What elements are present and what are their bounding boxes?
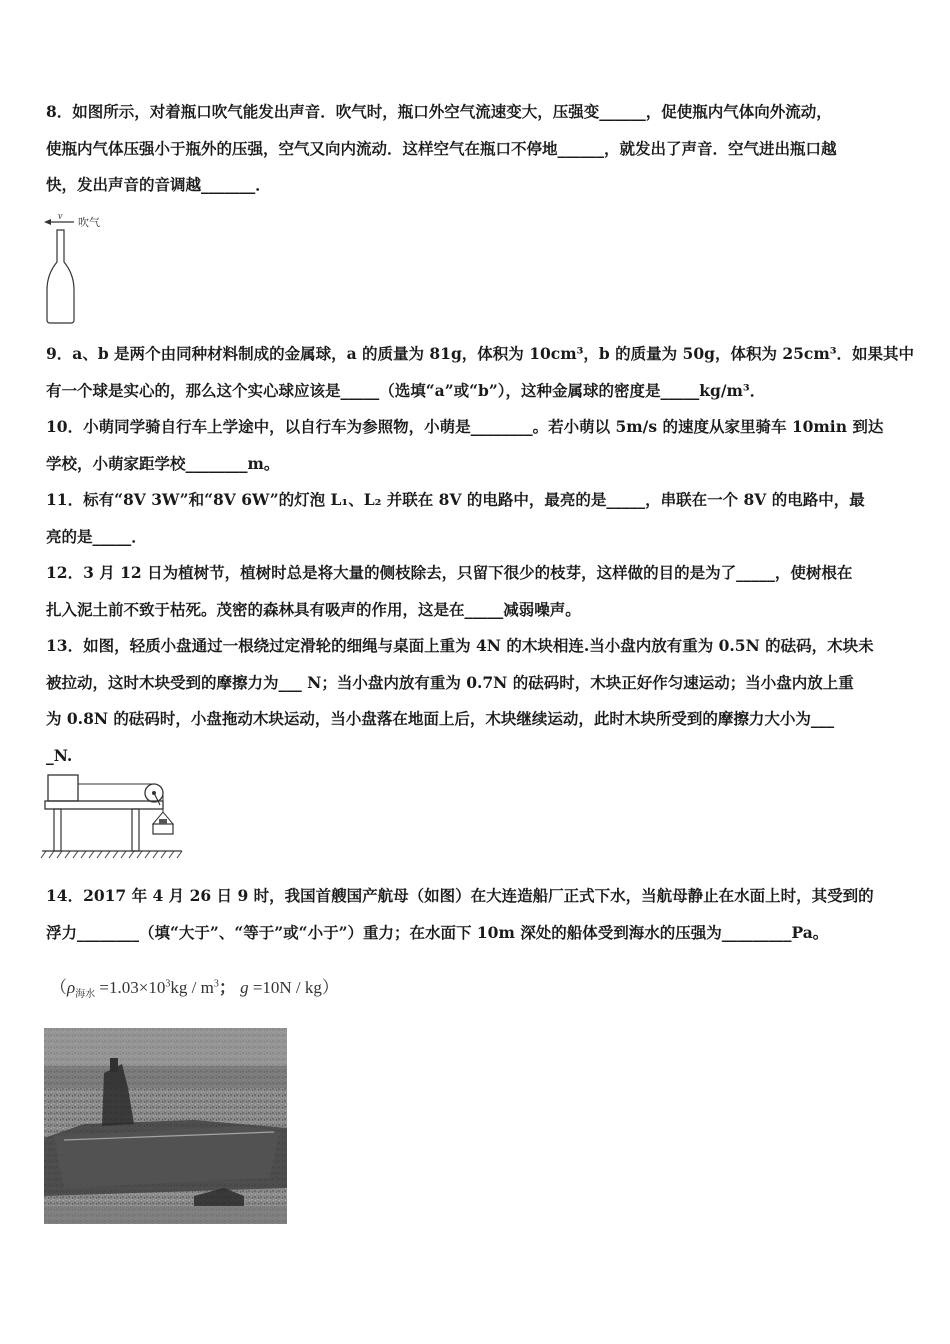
weight-box <box>153 824 173 834</box>
q8-line-3: 快，发出声音的音调越_______． <box>46 175 271 194</box>
q12-line-2: 扎入泥土前不致于枯死。茂密的森林具有吸声的作用，这是在_____减弱噪声。 <box>46 599 581 619</box>
question-8 <box>46 94 916 204</box>
blow-arrow-head <box>44 219 51 225</box>
q8-line-1: 8．如图所示，对着瓶口吹气能发出声音．吹气时，瓶口外空气流速变大，压强变______，促使瓶内气体向外流动， <box>46 102 832 121</box>
rho-symbol: ρ <box>67 978 76 997</box>
q11-line-2: 亮的是_____． <box>46 526 147 546</box>
table-leg-right <box>132 809 139 851</box>
pulley-bracket <box>154 793 160 805</box>
q9-line-2: 有一个球是实心的，那么这个实心球应该是_____（选填“a”或“b”），这种金属球的密度是_____kg/m³． <box>46 380 766 400</box>
g-symbol: g <box>240 978 249 997</box>
q9-line-1: 9．a、b 是两个由同种材料制成的金属球，a 的质量为 81g，体积为 10cm³，b 的质量为 50g，体积为 25cm³．如果其中 <box>46 344 915 363</box>
bottle-figure <box>40 212 120 327</box>
weight-piece <box>159 819 167 824</box>
q10-line-2: 学校，小萌家距学校________m。 <box>46 453 280 473</box>
carrier-photo-drawing <box>44 1028 287 1224</box>
q13-line-4: _N. <box>46 745 73 765</box>
wood-block <box>48 775 78 801</box>
tabletop <box>45 801 163 809</box>
v-label: v <box>58 212 63 222</box>
q8-line-2: 使瓶内气体压强小于瓶外的压强，空气又向内流动．这样空气在瓶口不停地______，就发出了声音．空气进出瓶口越 <box>46 138 837 158</box>
q13-line-3: 为 0.8N 的砝码时，小盘拖动木块运动，当小盘落在地面上后，木块继续运动，此时木块所受到的摩擦力大小为___ <box>46 709 835 728</box>
aircraft-carrier-photo <box>44 1028 287 1224</box>
q11-line-1: 11．标有“8V 3W”和“8V 6W”的灯泡 L₁、L₂ 并联在 8V 的电路中，最亮的是_____，串联在一个 8V 的电路中，最 <box>46 490 865 509</box>
bottle-outline <box>47 230 74 323</box>
given-constants: （$\rho_{海水} =1.03\times 10^3kg / m^3$； g =10N / kg） <box>50 978 339 1000</box>
pulley-table-figure <box>40 772 190 862</box>
q13-line-1: 13．如图，轻质小盘通过一根绕过定滑轮的细绳与桌面上重为 4N 的木块相连.当小盘内放有重为 0.5N 的砝码，木块未 <box>46 636 874 655</box>
question-14 <box>46 878 916 951</box>
questions-9-13 <box>46 336 916 774</box>
table-leg-left <box>54 809 61 851</box>
q10-line-1: 10．小萌同学骑自行车上学途中，以自行车为参照物，小萌是________。若小萌以 5m/s 的速度从家里骑车 10min 到达 <box>46 417 884 436</box>
q13-line-2: 被拉动，这时木块受到的摩擦力为___ N；当小盘内放有重为 0.7N 的砝码时，木块正好作匀速运动；当小盘内放上重 <box>46 672 854 692</box>
q14-line-2: 浮力________（填“大于”、“等于”或“小于”）重力；在水面下 10m 深处的船体受到海水的压强为_________Pa。 <box>46 922 829 942</box>
q12-line-1: 12．3 月 12 日为植树节，植树时总是将大量的侧枝除去，只留下很少的枝芽，这样做的目的是为了_____，使树根在 <box>46 563 853 582</box>
ground-hatching <box>41 851 182 858</box>
blow-label: 吹气 <box>78 216 100 229</box>
q14-line-1: 14．2017 年 4 月 26 日 9 时，我国首艘国产航母（如图）在大连造船厂正式下水，当航母静止在水面上时，其受到的 <box>46 886 874 905</box>
